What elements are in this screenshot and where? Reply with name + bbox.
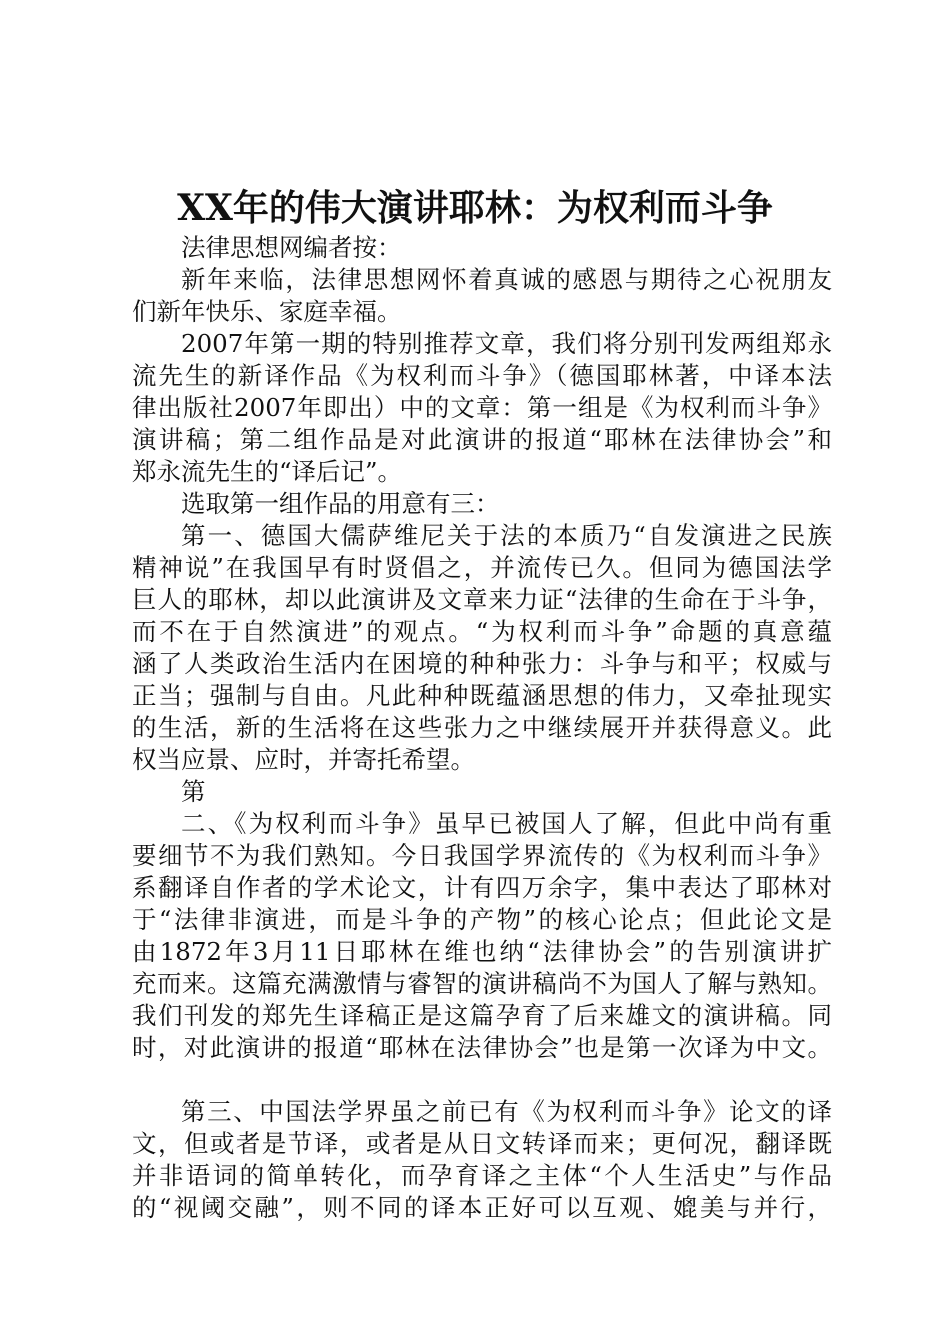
text-line: 演讲稿；第二组作品是对此演讲的报道“耶林在法律协会”和 [132,425,832,454]
text-line: 二、《为权利而斗争》虽早已被国人了解，但此中尚有重 [181,809,832,838]
text-line: 律出版社2007年即出）中的文章：第一组是《为权利而斗争》 [132,393,832,422]
text-line: 正当；强制与自由。凡此种种既蕴涵思想的伟力，又牵扯现实 [132,681,832,710]
text-line: 流先生的新译作品《为权利而斗争》（德国耶林著，中译本法 [132,361,832,390]
text-line: 的“视阈交融”，则不同的译本正好可以互观、媲美与并行， [132,1193,832,1222]
text-line: 由1872年3月11日耶林在维也纳“法律协会”的告别演讲扩 [132,937,832,966]
text-line: 要细节不为我们熟知。今日我国学界流传的《为权利而斗争》 [132,841,832,870]
paragraph-gap [132,1064,832,1096]
text-line: 选取第一组作品的用意有三： [181,489,500,518]
text-line: 于“法律非演进，而是斗争的产物”的核心论点；但此论文是 [132,905,832,934]
text-line: 充而来。这篇充满激情与睿智的演讲稿尚不为国人了解与熟知。 [132,969,832,998]
text-line: 而不在于自然演进”的观点。“为权利而斗争”命题的真意蕴 [132,617,832,646]
text-line: 第 [181,777,206,806]
text-line: 文，但或者是节译，或者是从日文转译而来；更何况，翻译既 [132,1129,832,1158]
text-line: 新年来临，法律思想网怀着真诚的感恩与期待之心祝朋友 [181,265,832,294]
text-line: 涵了人类政治生活内在困境的种种张力：斗争与和平；权威与 [132,649,832,678]
text-line: 第三、中国法学界虽之前已有《为权利而斗争》论文的译 [181,1097,832,1126]
text-line: 权当应景、应时，并寄托希望。 [132,745,475,774]
text-line: 第一、德国大儒萨维尼关于法的本质乃“自发演进之民族 [181,521,832,550]
text-line: 郑永流先生的“译后记”。 [132,457,403,486]
text-line: 2007年第一期的特别推荐文章，我们将分别刊发两组郑永 [181,329,832,358]
text-line: 系翻译自作者的学术论文，计有四万余字，集中表达了耶林对 [132,873,832,902]
text-line: 巨人的耶林，却以此演讲及文章来力证“法律的生命在于斗争， [132,585,832,614]
document-title: XX年的伟大演讲耶林：为权利而斗争 [177,187,773,229]
text-line: 时，对此演讲的报道“耶林在法律协会”也是第一次译为中文。 [132,1033,832,1062]
text-line: 精神说”在我国早有时贤倡之，并流传已久。但同为德国法学 [132,553,832,582]
text-line: 的生活，新的生活将在这些张力之中继续展开并获得意义。此 [132,713,832,742]
document-body [132,232,832,1224]
text-line: 们新年快乐、家庭幸福。 [132,297,402,326]
text-line: 法律思想网编者按： [181,233,402,262]
text-line: 我们刊发的郑先生译稿正是这篇孕育了后来雄文的演讲稿。同 [132,1001,832,1030]
text-line: 并非语词的简单转化，而孕育译之主体“个人生活史”与作品 [132,1161,832,1190]
